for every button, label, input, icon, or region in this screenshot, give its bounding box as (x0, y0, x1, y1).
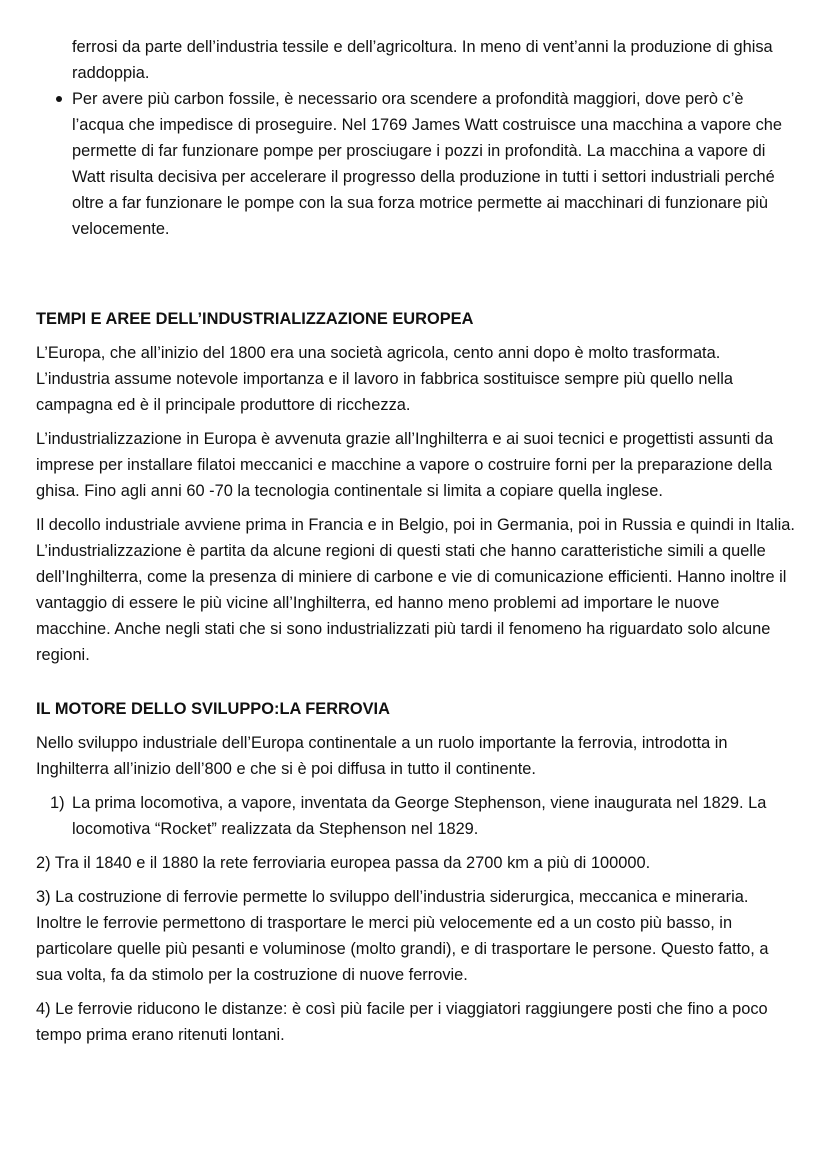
numbered-item-3: 3) La costruzione di ferrovie permette lo sviluppo dell’industria siderurgica, meccanica e mineraria. Inoltre le ferrovie permettono di trasportare le merci più velocemente ed a un costo più basso, in particolare quelle più pesanti e voluminose (molto grandi), e di trasportare le persone. Questo fatto, a sua volta, fa da stimolo per la costruzione di nuove ferrovie. (36, 888, 769, 984)
section-heading-industrialization: TEMPI E AREE DELL’INDUSTRIALIZZAZIONE EUROPEA (36, 310, 474, 328)
numbered-item-2: 2) Tra il 1840 e il 1880 la rete ferroviaria europea passa da 2700 km a più di 100000. (36, 854, 651, 872)
numbered-item-4: 4) Le ferrovie riducono le distanze: è così più facile per i viaggiatori raggiungere posti che fino a poco tempo prima erano ritenuti lontani. (36, 1000, 768, 1044)
paragraph: Nello sviluppo industriale dell’Europa continentale a un ruolo importante la ferrovia, introdotta in Inghilterra all’inizio dell’800 e che si è poi diffusa in tutto il continente. (36, 734, 728, 778)
paragraph: L’industrializzazione in Europa è avvenuta grazie all’Inghilterra e ai suoi tecnici e progettisti assunti da imprese per installare filatoi meccanici e macchine a vapore o costruire forni per la preparazione della ghisa. Fino agli anni 60 -70 la tecnologia continentale si limita a copiare quella inglese. (36, 430, 774, 500)
bullet-item (72, 86, 796, 242)
item-number: 1) (50, 794, 65, 812)
bullet-dot-icon (56, 96, 62, 102)
section-heading-railway: IL MOTORE DELLO SVILUPPO:LA FERROVIA (36, 700, 390, 718)
intro-block (36, 34, 796, 242)
paragraph: Il decollo industriale avviene prima in Francia e in Belgio, poi in Germania, poi in Russia e quindi in Italia. L’industrializzazione è partita da alcune regioni di questi stati che hanno caratteristiche simili a quelle dell’Inghilterra, come la presenza di miniere di carbone e vie di comunicazione efficienti. Hanno inoltre il vantaggio di essere le più vicine all’Inghilterra, ed hanno meno problemi ad importare le nuove macchine. Anche negli stati che si sono industrializzati più tardi il fenomeno ha riguardato solo alcune regioni. (36, 516, 795, 664)
numbered-item-1 (36, 790, 796, 842)
document-page (36, 34, 796, 1056)
item-text: La prima locomotiva, a vapore, inventata da George Stephenson, viene inaugurata nel 1829. La locomotiva “Rocket” realizzata da Stephenson nel 1829. (72, 794, 767, 838)
continued-paragraph: ferrosi da parte dell’industria tessile e dell’agricoltura. In meno di vent’anni la produzione di ghisa raddoppia. (72, 38, 773, 82)
bullet-text: Per avere più carbon fossile, è necessario ora scendere a profondità maggiori, dove però c’è l’acqua che impedisce di proseguire. Nel 1769 James Watt costruisce una macchina a vapore che permette di far funzionare pompe per prosciugare i pozzi in profondità. La macchina a vapore di Watt risulta decisiva per accelerare il progresso della produzione in tutti i settori industriali perché oltre a far funzionare le pompe con la sua forza motrice permette ai macchinari di funzionare più velocemente. (72, 90, 783, 238)
paragraph: L’Europa, che all’inizio del 1800 era una società agricola, cento anni dopo è molto trasformata. L’industria assume notevole importanza e il lavoro in fabbrica sostituisce sempre più quello nella campagna ed è il principale produttore di ricchezza. (36, 344, 733, 414)
